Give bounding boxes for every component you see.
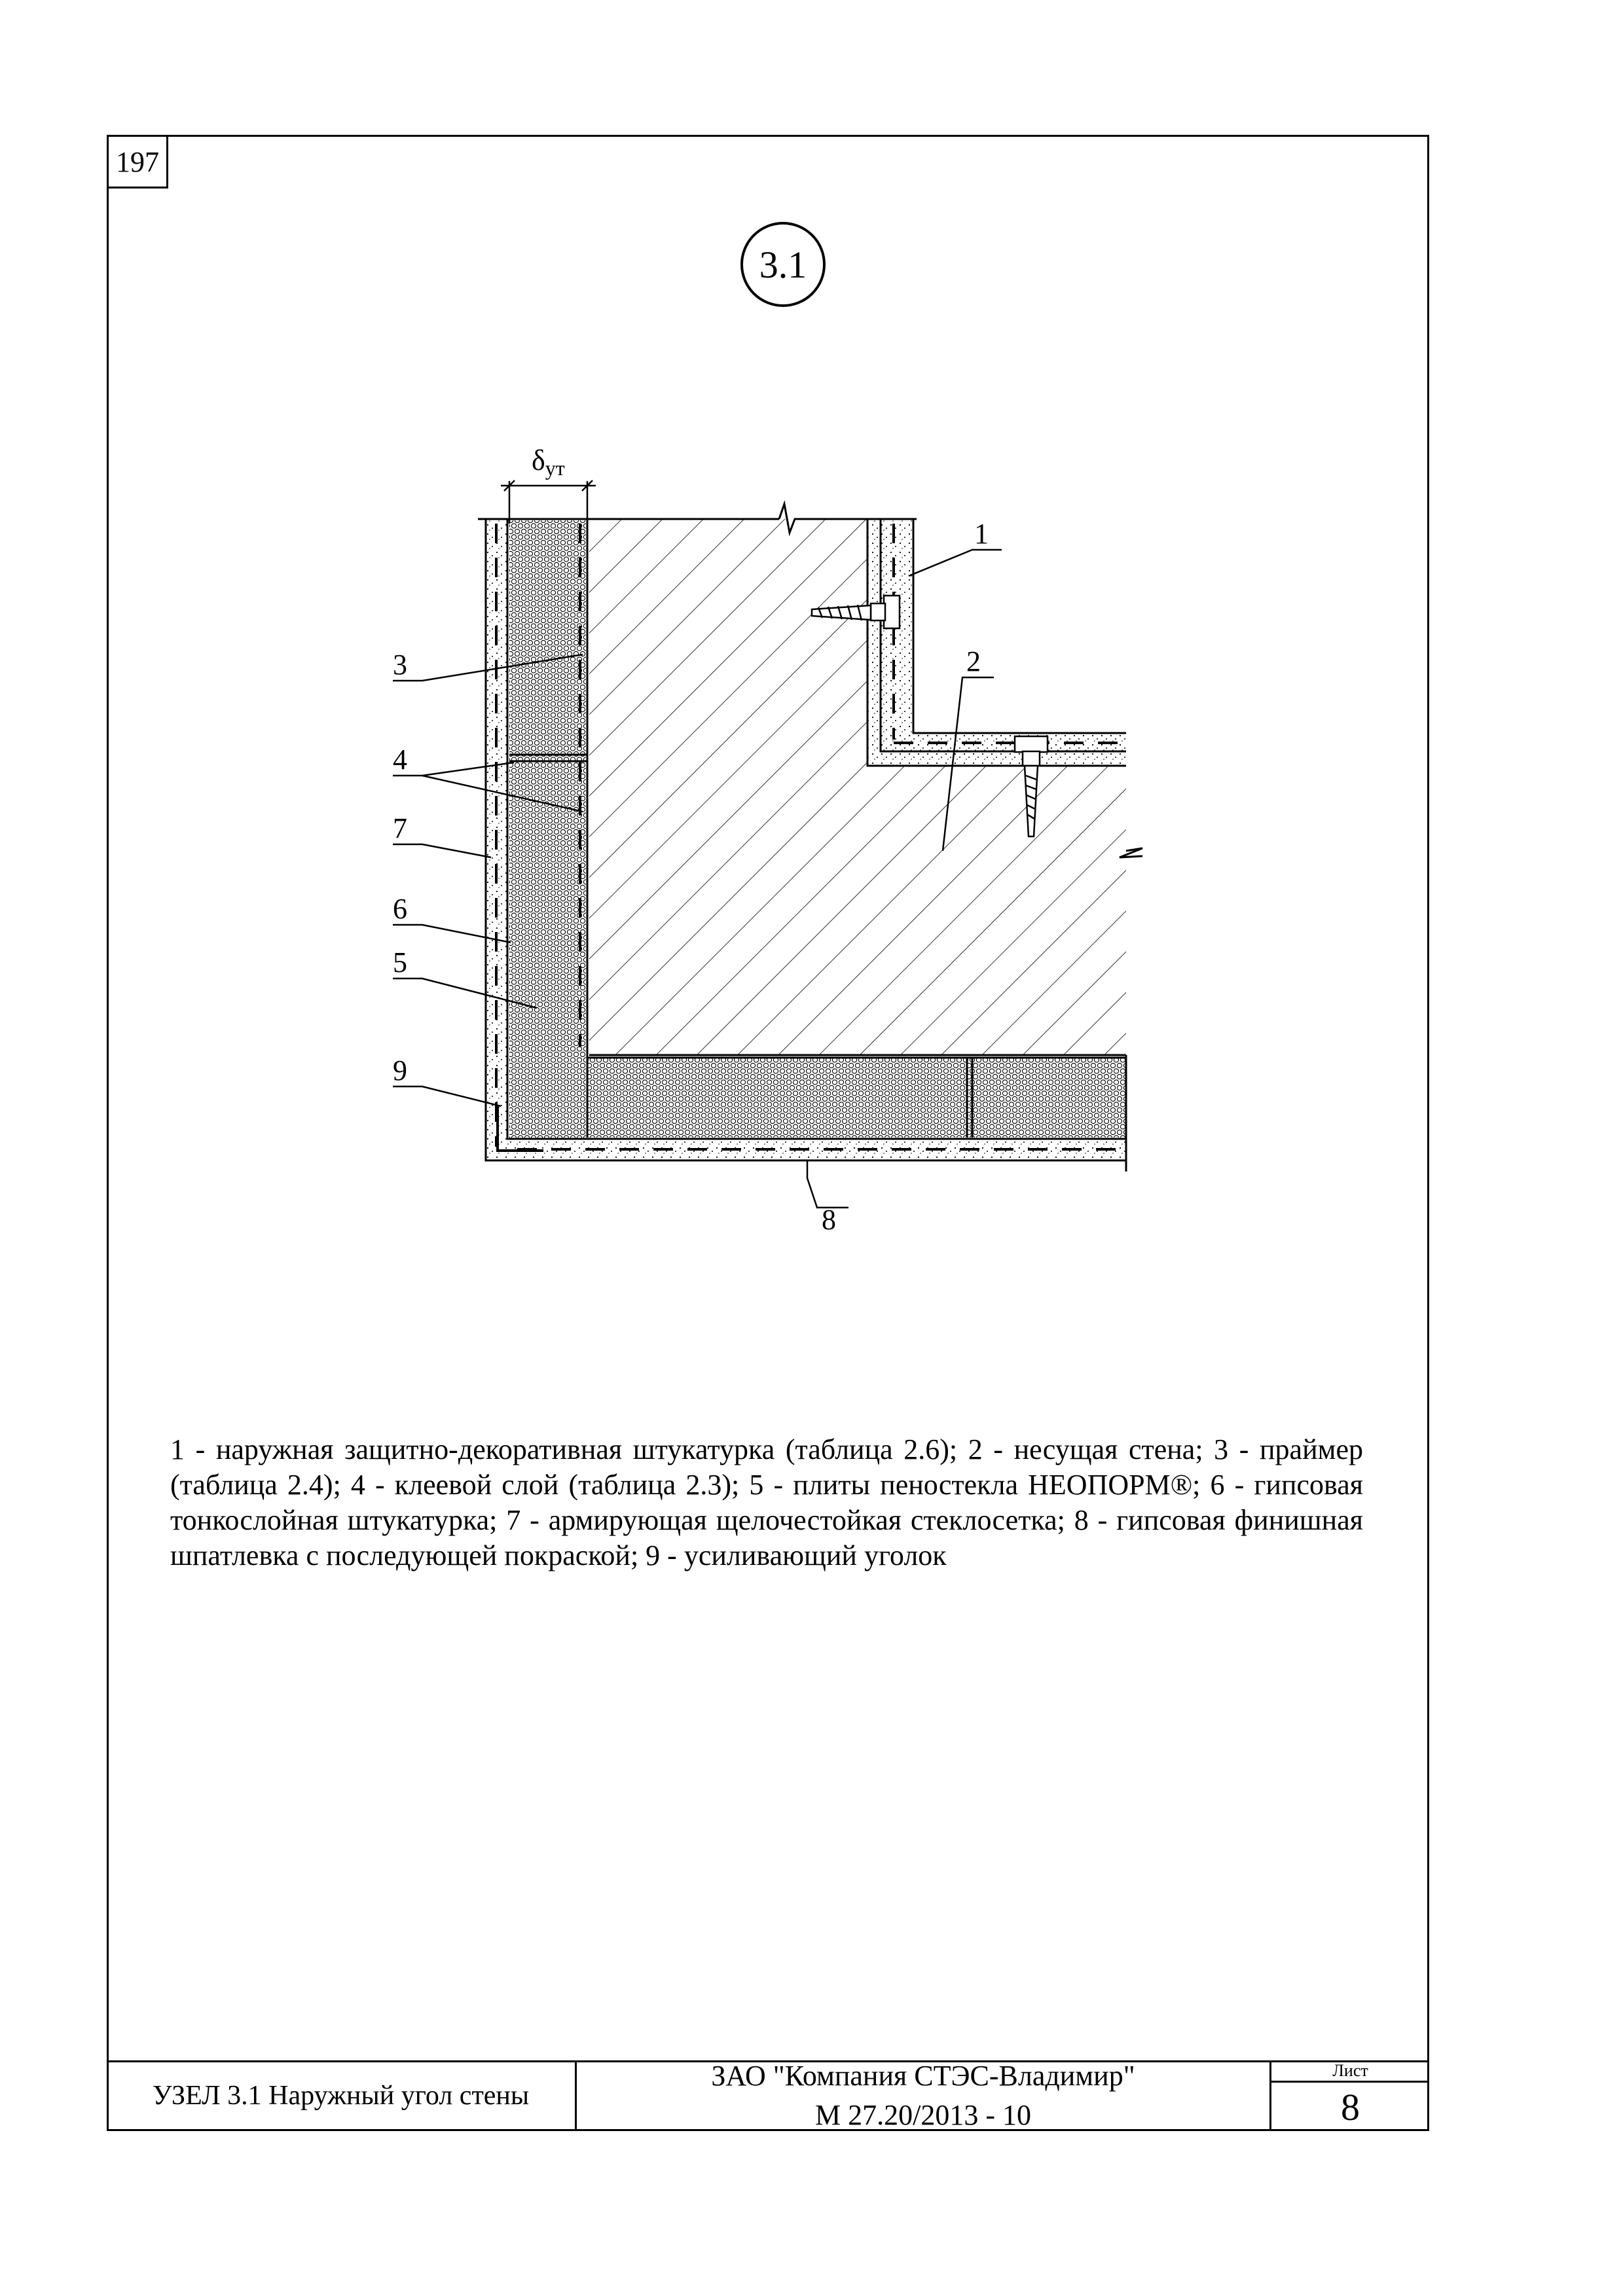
stamp-company: ЗАО "Компания СТЭС-Владимир" bbox=[711, 2060, 1135, 2092]
stamp-company-cell bbox=[577, 2060, 1271, 2131]
callout-6: 6 bbox=[393, 893, 407, 925]
title-block bbox=[107, 2060, 1429, 2131]
callout-8: 8 bbox=[822, 1204, 836, 1236]
callout-2: 2 bbox=[966, 645, 981, 677]
stamp-sheet-cell bbox=[1271, 2060, 1429, 2131]
stamp-sheet-value: 8 bbox=[1341, 2085, 1360, 2128]
callout-4: 4 bbox=[393, 744, 407, 776]
callout-7: 7 bbox=[393, 812, 407, 844]
stamp-doc-code: М 27.20/2013 - 10 bbox=[815, 2099, 1031, 2131]
stamp-title: УЗЕЛ 3.1 Наружный угол стены bbox=[107, 2060, 577, 2131]
bearing-wall bbox=[589, 519, 1126, 1055]
stamp-sheet-label: Лист bbox=[1271, 2060, 1429, 2083]
foam-board-vertical bbox=[509, 520, 586, 1138]
exterior-plaster-fill bbox=[881, 519, 1126, 751]
foam-board-horizontal bbox=[587, 1058, 1126, 1138]
callout-1: 1 bbox=[974, 518, 989, 550]
callout-9: 9 bbox=[393, 1054, 407, 1086]
thickness-dimension bbox=[501, 480, 596, 524]
node-label: 3.1 bbox=[740, 222, 826, 307]
callout-5: 5 bbox=[393, 946, 407, 978]
callout-3: 3 bbox=[393, 649, 407, 681]
thickness-label: δут bbox=[532, 444, 565, 480]
sheet-number: 197 bbox=[107, 135, 168, 188]
legend-text: 1 - наружная защитно-декоративная штукатурка (таблица 2.6); 2 - несущая стена; 3 - праймер (таблица 2.4); 4 - клеевой слой (таблица 2.3); 5 - плиты пеностекла НЕОПОРМ®; 6 - гипсовая тонкослойная штукатурка; 7 - армирующая щелочестойкая стеклосетка; 8 - гипсовая финишная шпатлевка с последующей покраской; 9 - усиливающий уголок bbox=[170, 1433, 1363, 1571]
